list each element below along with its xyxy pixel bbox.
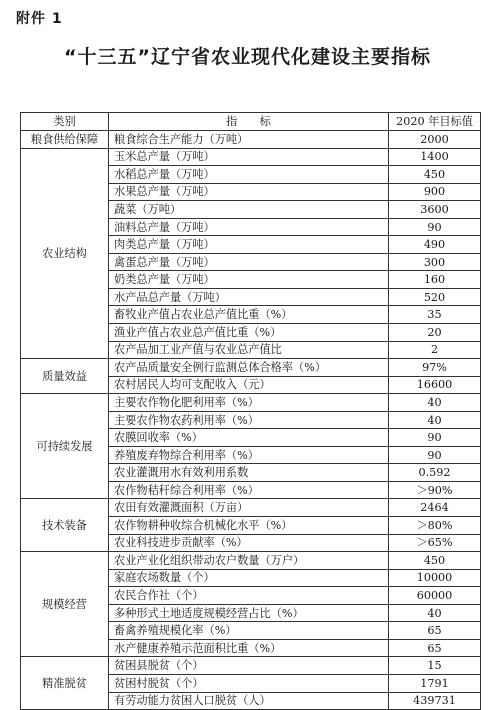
indicator-cell: 水果总产量（万吨） <box>109 183 389 201</box>
target-value-cell: 450 <box>389 166 481 184</box>
indicator-cell: 渔业产值占农业总产值比重（%） <box>109 324 389 342</box>
target-value-cell: 40 <box>389 411 481 429</box>
target-value-cell: 3600 <box>389 201 481 219</box>
indicator-cell: 农作物秸秆综合利用率（%） <box>109 481 389 499</box>
indicator-cell: 水产健康养殖示范面积比重（%） <box>109 639 389 657</box>
target-value-cell: 65 <box>389 622 481 640</box>
target-value-cell: 40 <box>389 604 481 622</box>
target-value-cell: 2464 <box>389 499 481 517</box>
indicator-cell: 农业产业化组织带动农户数量（万户） <box>109 552 389 570</box>
category-cell: 规模经营 <box>21 552 109 657</box>
indicator-cell: 多种形式土地适度规模经营占比（%） <box>109 604 389 622</box>
indicator-cell: 农膜回收率（%） <box>109 429 389 447</box>
attachment-label: 附件 1 <box>16 11 63 27</box>
indicator-cell: 畜牧业产值占农业总产值比重（%） <box>109 306 389 324</box>
target-value-cell: ＞80% <box>389 517 481 535</box>
target-value-cell: 2 <box>389 341 481 359</box>
indicator-cell: 农村居民人均可支配收入（元） <box>109 376 389 394</box>
table-row <box>21 657 481 675</box>
table-row <box>21 359 481 377</box>
category-cell: 技术装备 <box>21 499 109 552</box>
indicator-cell: 粮食综合生产能力（万吨） <box>109 131 389 149</box>
category-cell: 精准脱贫 <box>21 657 109 710</box>
target-value-cell: 20 <box>389 324 481 342</box>
indicator-cell: 家庭农场数量（个） <box>109 569 389 587</box>
target-value-cell: 900 <box>389 183 481 201</box>
target-value-cell: 160 <box>389 271 481 289</box>
indicator-cell: 水产品总产量（万吨） <box>109 288 389 306</box>
indicator-cell: 玉米总产量（万吨） <box>109 148 389 166</box>
indicator-cell: 油料总产量（万吨） <box>109 218 389 236</box>
target-value-cell: 90 <box>389 446 481 464</box>
indicator-cell: 农产品加工业产值与农业总产值比 <box>109 341 389 359</box>
indicator-cell: 有劳动能力贫困人口脱贫（人） <box>109 692 389 710</box>
target-value-cell: 2000 <box>389 131 481 149</box>
indicators-table <box>20 112 481 710</box>
target-value-cell: 15 <box>389 657 481 675</box>
indicator-cell: 农田有效灌溉面积（万亩） <box>109 499 389 517</box>
target-value-cell: ＞90% <box>389 481 481 499</box>
table-header-row <box>21 113 481 131</box>
table-body <box>21 131 481 710</box>
indicator-cell: 主要农作物化肥利用率（%） <box>109 394 389 412</box>
table-row <box>21 499 481 517</box>
indicator-cell: 禽蛋总产量（万吨） <box>109 253 389 271</box>
indicator-cell: 主要农作物农药利用率（%） <box>109 411 389 429</box>
category-cell: 质量效益 <box>21 359 109 394</box>
indicator-cell: 养殖废弃物综合利用率（%） <box>109 446 389 464</box>
target-value-cell: 10000 <box>389 569 481 587</box>
target-value-cell: 90 <box>389 218 481 236</box>
column-header-indicator: 指 标 <box>109 113 389 131</box>
column-header-target: 2020 年目标值 <box>389 113 481 131</box>
indicator-cell: 农业科技进步贡献率（%） <box>109 534 389 552</box>
table-row <box>21 131 481 149</box>
target-value-cell: 439731 <box>389 692 481 710</box>
target-value-cell: 450 <box>389 552 481 570</box>
column-header-category: 类别 <box>21 113 109 131</box>
indicator-cell: 肉类总产量（万吨） <box>109 236 389 254</box>
indicator-cell: 贫困县脱贫（个） <box>109 657 389 675</box>
category-cell: 农业结构 <box>21 148 109 359</box>
target-value-cell: 60000 <box>389 587 481 605</box>
table-row <box>21 148 481 166</box>
target-value-cell: 520 <box>389 288 481 306</box>
target-value-cell: 97% <box>389 359 481 377</box>
indicator-cell: 畜禽养殖规模化率（%） <box>109 622 389 640</box>
indicator-cell: 蔬菜（万吨） <box>109 201 389 219</box>
indicator-cell: 农民合作社（个） <box>109 587 389 605</box>
indicator-cell: 农业灌溉用水有效利用系数 <box>109 464 389 482</box>
target-value-cell: 1791 <box>389 674 481 692</box>
target-value-cell: 1400 <box>389 148 481 166</box>
target-value-cell: 490 <box>389 236 481 254</box>
target-value-cell: ＞65% <box>389 534 481 552</box>
target-value-cell: 300 <box>389 253 481 271</box>
target-value-cell: 16600 <box>389 376 481 394</box>
category-cell: 可持续发展 <box>21 394 109 499</box>
target-value-cell: 0.592 <box>389 464 481 482</box>
table-row <box>21 394 481 412</box>
indicator-cell: 贫困村脱贫（个） <box>109 674 389 692</box>
indicator-cell: 奶类总产量（万吨） <box>109 271 389 289</box>
target-value-cell: 35 <box>389 306 481 324</box>
target-value-cell: 65 <box>389 639 481 657</box>
document-title: “十三五”辽宁省农业现代化建设主要指标 <box>64 46 431 68</box>
target-value-cell: 40 <box>389 394 481 412</box>
indicator-cell: 农作物耕种收综合机械化水平（%） <box>109 517 389 535</box>
target-value-cell: 90 <box>389 429 481 447</box>
table-row <box>21 552 481 570</box>
category-cell: 粮食供给保障 <box>21 131 109 149</box>
indicator-cell: 农产品质量安全例行监测总体合格率（%） <box>109 359 389 377</box>
indicator-cell: 水稻总产量（万吨） <box>109 166 389 184</box>
